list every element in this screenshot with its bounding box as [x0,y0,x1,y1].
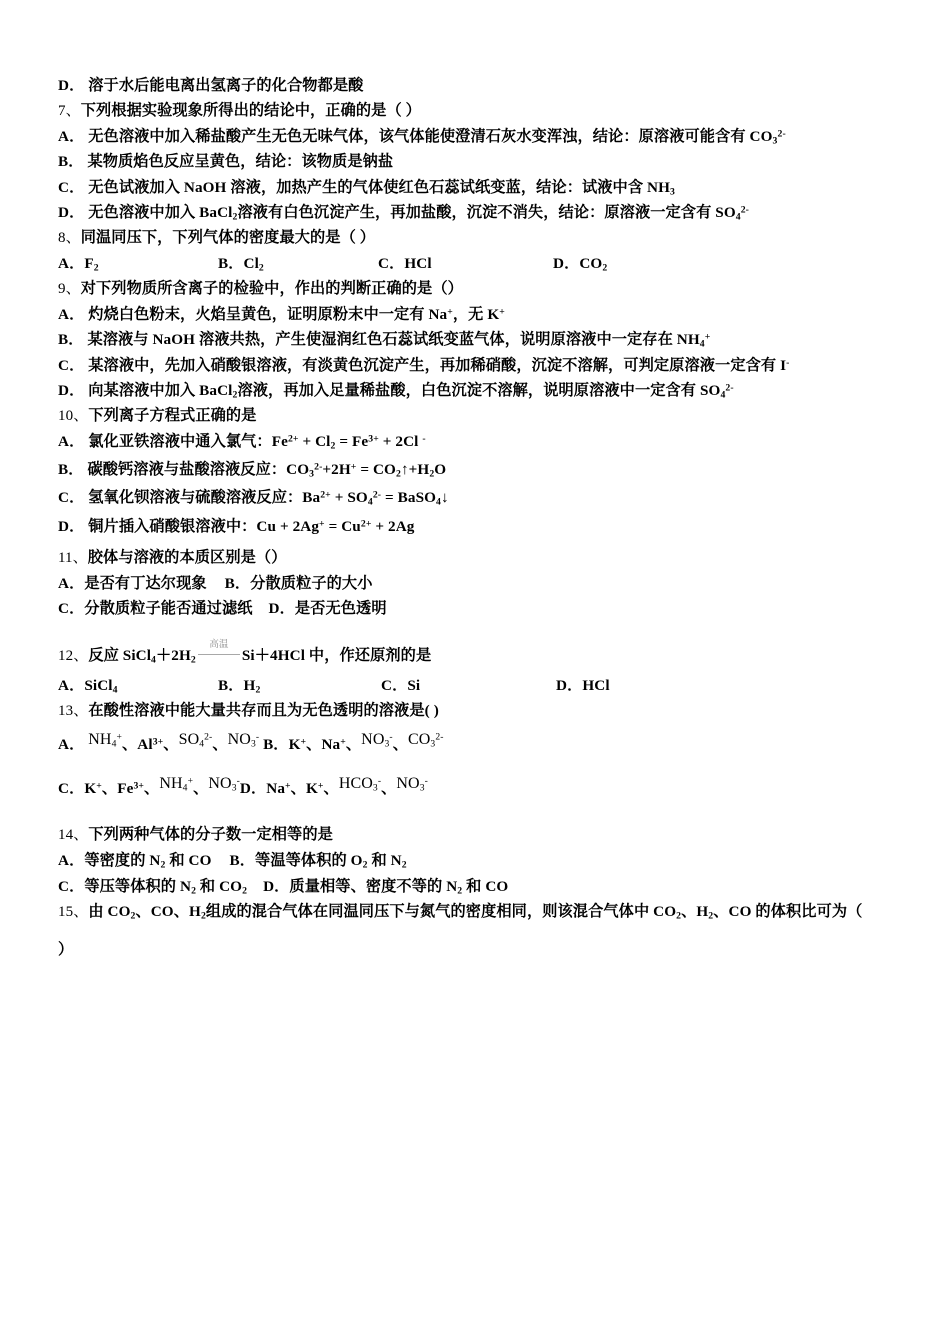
option-item-14d [263,878,508,895]
ion-separator: 、 [306,736,322,754]
ion-formula [306,780,324,797]
option-text: 分散质粒子的大小 [250,574,373,592]
ion-part: K [288,736,301,754]
option-text-part: 和 CO [462,877,509,895]
option-row-14-ab [58,852,898,872]
option-text-part: 溶液，再加入足量稀盐酸，白色沉淀不溶解，说明原溶液中一定含有 SO [237,381,721,399]
option-row-11-cd [58,601,898,616]
option-label: D． [58,203,85,221]
option-item-11a [58,575,207,592]
equation-part: O [434,461,447,479]
subscript: 2 [242,885,248,897]
superscript: 2- [740,204,750,216]
subscript: 2 [191,885,197,897]
option-row-14-cd [58,877,898,897]
superscript: + [285,780,291,792]
option-text: 某物质焰色反应呈黄色，结论：该物质是钠盐 [87,153,394,171]
ion-part: NH [88,731,112,749]
subscript: 3 [670,186,675,198]
ion-separator: 、 [144,780,160,798]
question-stem-15 [58,904,898,920]
option-text [255,852,407,872]
equation-part: +2H [322,461,351,479]
option-text-part: 和 CO [165,852,212,870]
option-label: A． [58,852,85,870]
subscript: 2 [200,910,206,922]
ion-part: HCO [338,775,373,793]
formula: H [243,677,256,695]
superscript: - [424,776,428,788]
equation-part: 铜片插入硝酸银溶液中：Cu + 2Ag [88,517,320,535]
subscript: 2 [330,440,336,452]
option-text [244,255,264,272]
option-item-10b [58,461,898,480]
superscript: 2- [372,489,382,501]
option-label: C． [58,356,85,374]
formula: CO [579,255,603,273]
subscript: 3 [372,783,378,795]
option-text-part: 和 N [367,852,402,870]
superscript: - [422,433,426,445]
option-text [88,179,675,196]
ion-part: Al [137,736,153,754]
superscript: 2- [204,732,213,744]
question-text-part: 由 CO [88,902,131,920]
equation-part: ↓ [441,489,449,507]
ion-formula [289,736,307,753]
subscript: 4 [699,339,705,351]
option-text [88,433,425,450]
option-text: 溶于水后能电离出氢离子的化合物都是酸 [88,77,364,94]
equation-part: = Fe [335,433,369,451]
option-item-13d [240,775,428,797]
reaction-condition-label: 高温 [209,640,229,651]
ion-part: NH [159,775,183,793]
option-item-14a [58,852,212,872]
question-text: 在酸性溶液中能大量共存而且为无色透明的溶液是( ) [88,702,439,720]
subscript: 4 [182,783,188,795]
option-text-part: 某溶液与 NaOH 溶液共热，产生使湿润红色石蕊试纸变蓝气体，说明原溶液中一定存在 NH [87,331,700,349]
subscript: 2 [190,654,196,666]
option-item-13b [263,731,443,753]
option-text: HCl [404,255,432,273]
subscript: 2 [401,860,407,872]
option-item-9c [58,358,898,373]
ion-formula [178,731,213,751]
superscript: + [187,776,194,788]
ion-formula [159,775,194,795]
superscript: 3+ [133,780,145,792]
question-text: 下列离子方程式正确的是 [88,407,257,425]
question-number: 11、 [58,549,88,566]
option-item-14c [58,878,247,895]
subscript: 3 [250,739,256,751]
option-item [58,78,898,93]
option-item-9a [58,307,898,322]
option-label: C． [378,255,405,273]
option-text-part: 和 CO [196,877,243,895]
option-text-part: 等密度的 N [84,852,161,870]
equation-part: + 2Cl [378,433,423,451]
subscript: 2 [232,389,238,401]
option-label: B． [224,574,251,592]
option-text [88,204,749,221]
question-text [88,903,862,920]
subscript: 2 [160,860,166,872]
subscript: 4 [112,684,118,696]
ion-part: K [305,780,318,798]
question-stem-12 [58,640,898,666]
option-item-7a [58,128,898,147]
ion-separator: 、 [381,780,397,798]
subscript: 2 [708,910,714,922]
equation-part: = Cu [324,517,361,535]
superscript: + [499,306,505,318]
option-text-part: 无色溶液中加入稀盐酸产生无色无味气体，该气体能使澄清石灰水变浑浊，结论：原溶液可能含有 CO [88,128,773,146]
question-number: 12、 [58,648,89,665]
option-text-part: 等压等体积的 N [84,877,192,895]
superscript: + [340,736,346,748]
option-label: B． [58,153,84,171]
ion-formula [117,780,144,797]
option-label: B． [218,255,244,273]
option-item-10a [58,433,898,452]
option-text: 是否无色透明 [294,600,387,618]
option-text [88,489,449,509]
option-label: D． [556,677,583,695]
option-item-11c [58,600,253,617]
ion-formula [227,731,260,751]
option-text [289,878,508,895]
subscript: 3 [231,783,237,795]
option-label: A． [58,677,85,695]
option-text [88,382,733,399]
question-number: 14、 [58,827,89,844]
ion-separator: 、 [323,780,339,798]
option-text-part: ，无 K [452,306,500,324]
superscript: + [300,736,307,748]
option-item-8c [378,256,553,271]
option-label: B． [229,852,256,870]
equation-part: + 2Ag [371,517,415,535]
option-text [88,357,789,374]
option-label: D． [553,255,580,273]
option-text-part: 无色溶液中加入 BaCl [88,203,233,221]
subscript: 2 [395,468,401,480]
superscript: 2- [435,732,444,744]
superscript: 3+ [152,736,164,748]
question-text-part: 、H [681,902,709,920]
option-item-11d [269,600,387,617]
reaction-arrow-rule [198,654,240,655]
ion-formula [338,775,382,795]
option-text [244,677,261,694]
equation-part: Si＋4HCl 中，作还原剂的是 [241,647,432,665]
equation-part: 氢氧化钡溶液与硫酸溶液反应：Ba [88,489,321,507]
option-row-13-cd [58,775,898,798]
subscript: 2 [130,910,136,922]
option-label: D． [268,600,295,618]
ion-separator: 、 [101,780,118,798]
option-label: B． [58,461,84,479]
option-label: A． [58,128,85,146]
formula: Cl [243,255,259,273]
ion-part: NO [208,775,232,793]
superscript: - [389,732,393,744]
superscript: + [704,331,711,343]
equation-part: + SO [330,489,368,507]
subscript: 2 [93,262,99,274]
option-text: Si [407,677,421,695]
equation-part: + Cl [298,433,331,451]
subscript: 4 [735,211,741,223]
subscript: 4 [111,739,117,751]
ion-part: SO [178,731,200,749]
ion-formula [84,780,102,797]
option-text-part: 无色试液加入 NaOH 溶液，加热产生的气体使红色石蕊试纸变蓝，结论：试液中含 NH [88,178,671,196]
question-number: 8、 [58,230,81,247]
option-item-13c [58,775,240,797]
option-label: D． [58,381,85,399]
subscript: 4 [151,654,157,666]
option-item-12d [556,678,610,693]
question-text-part: 、CO 的体积比可为（ [713,902,863,920]
option-label: A． [58,736,85,754]
question-text: 对下列物质所含离子的检验中，作出的判断正确的是（） [80,280,463,298]
question-stem-9 [58,281,898,297]
question-text [88,640,432,666]
closing-paren: ） [58,940,74,958]
superscript: - [786,357,790,369]
equation-part: ＋2H [156,647,191,665]
option-label: C． [58,780,85,798]
question-stem-13 [58,703,898,719]
option-item-14b [229,852,407,872]
superscript: 3+ [368,433,379,445]
option-text [84,255,98,272]
option-label: A． [58,433,85,451]
option-label: C． [58,178,85,196]
superscript: + [116,732,122,744]
question-number: 9、 [58,281,81,298]
superscript: + [447,306,453,318]
option-label: D． [58,517,85,535]
option-row-12 [58,677,898,696]
option-row-8 [58,255,898,274]
superscript: 2+ [320,489,331,501]
subscript: 2 [429,468,435,480]
option-text-part: 溶液有白色沉淀产生，再加盐酸，沉淀不消失，结论：原溶液一定含有 SO [237,203,736,221]
ion-formula [208,775,240,795]
ion-separator: 、 [212,736,228,754]
subscript: 3 [419,783,425,795]
option-label: C． [58,600,85,618]
question-stem-15-continuation [58,942,898,957]
option-label: A． [58,255,85,273]
question-text-part: 组成的混合气体在同温同压下与氮气的密度相同，则该混合气体中 CO [205,902,677,920]
question-number: 10、 [58,408,89,425]
option-item-8a [58,255,218,274]
option-label: A． [58,574,85,592]
subscript: 3 [384,739,390,751]
option-label: B． [58,331,84,349]
option-text [87,461,446,478]
option-text-part: 等温等体积的 O [255,852,363,870]
question-number: 15、 [58,903,89,920]
option-text [88,128,786,145]
ion-separator: 、 [290,780,306,798]
equation-part: = BaSO [381,489,437,507]
ion-separator: 、 [392,736,408,754]
option-label: B． [263,736,289,754]
option-item-11b [225,575,373,592]
ion-separator: 、 [163,736,179,754]
ion-separator: 、 [193,780,209,798]
ion-part: Na [266,780,286,798]
superscript: 2- [725,382,734,394]
ion-formula [137,736,163,753]
question-text: 同温同压下，下列气体的密度最大的是（ ） [80,229,376,247]
superscript: - [377,776,382,788]
ion-part: Na [321,736,341,754]
option-item-7d [58,203,898,223]
subscript: 3 [772,135,778,147]
superscript: 2- [314,461,323,473]
option-label: D． [263,877,290,895]
option-item-8d [553,255,608,274]
ion-formula [407,731,444,751]
option-label: D． [239,780,267,798]
superscript: 2+ [287,433,299,445]
question-text: 下列两种气体的分子数一定相等的是 [88,826,333,844]
equation-part: 反应 SiCl [88,647,152,665]
ion-part: CO [407,731,431,749]
subscript: 2 [457,885,463,897]
subscript: 3 [430,739,436,751]
option-text [87,331,711,351]
option-text [579,255,607,272]
subscript: 4 [720,389,726,401]
question-stem-11 [58,550,898,566]
option-item-9d [58,381,898,401]
option-text-part: 向某溶液中加入 BaCl [88,381,233,399]
subscript: 2 [676,910,682,922]
subscript: 2 [362,860,368,872]
ion-part: Fe [117,780,134,798]
ion-formula [266,780,290,797]
option-item-10d [58,519,898,534]
option-label: A． [58,306,85,324]
option-text: HCl [582,677,610,695]
option-text [84,852,212,872]
option-item-12a [58,677,218,696]
ion-formula [396,775,428,795]
question-stem-10 [58,408,898,424]
option-text: 是否有丁达尔现象 [84,574,207,592]
equation-part: = CO [356,461,396,479]
superscript: 2+ [360,518,372,530]
ion-part: NO [361,731,385,749]
superscript: + [317,780,324,792]
question-number: 7、 [58,103,81,120]
option-item-9b [58,331,898,351]
question-stem-8 [58,230,898,246]
question-stem-14 [58,827,898,843]
question-text: 胶体与溶液的本质区别是（） [87,548,287,566]
equation-part: ↑+H [400,461,430,479]
option-label: B． [218,677,244,695]
formula: F [84,255,94,273]
formula: SiCl [84,677,113,695]
question-text-part: 、CO、H [135,902,201,920]
option-item-13a [58,731,263,753]
subscript: 4 [367,497,373,509]
option-item-7b [58,154,898,169]
option-item-12b [218,677,381,696]
equation-part: 氯化亚铁溶液中通入氯气：Fe [88,433,288,451]
option-text [84,878,247,895]
option-label: D． [58,77,85,94]
option-text [84,677,117,694]
ion-formula [361,731,393,751]
ion-part: K [84,780,97,798]
option-text: 分散质粒子能否通过滤纸 [84,600,253,618]
question-number: 13、 [58,703,89,720]
subscript: 2 [232,211,238,223]
equation-part: 碳酸钙溶液与盐酸溶液反应：CO [87,461,310,479]
option-text-part: 某溶液中，先加入硝酸银溶液，有淡黄色沉淀产生，再加稀硝酸，沉淀不溶解，可判定原溶液一定含有 I [88,356,787,374]
question-text: 下列根据实验现象所得出的结论中，正确的是（ ） [80,102,421,120]
question-stem-7 [58,103,898,119]
option-label: C． [58,877,85,895]
superscript: + [319,518,325,530]
option-item-10c [58,489,898,509]
superscript: 2- [777,128,786,140]
ion-separator: 、 [345,736,362,754]
subscript: 4 [199,739,205,751]
option-item-8b [218,255,378,274]
option-row-13-ab [58,731,898,754]
superscript: + [96,780,102,792]
subscript: 2 [602,262,608,274]
option-text [88,306,505,323]
superscript: + [350,461,357,473]
option-label: C． [381,677,408,695]
option-text [88,518,414,535]
ion-separator: 、 [122,736,138,754]
ion-formula [321,736,345,753]
ion-part: NO [227,731,251,749]
ion-formula [88,731,122,751]
superscript: - [255,732,260,744]
option-text-part: 质量相等、密度不等的 N [289,877,458,895]
option-text-part: 灼烧白色粉末，火焰呈黄色，证明原粉末中一定有 Na [88,306,448,324]
subscript: 2 [258,262,264,274]
option-label: C． [58,489,85,507]
option-item-7c [58,178,898,198]
spacer [58,626,898,648]
superscript: - [236,776,240,788]
subscript: 3 [309,468,315,480]
ion-part: NO [396,775,420,793]
subscript: 4 [436,497,442,509]
option-row-11-ab [58,576,898,591]
option-item-12c [381,678,556,693]
subscript: 2 [255,684,261,696]
